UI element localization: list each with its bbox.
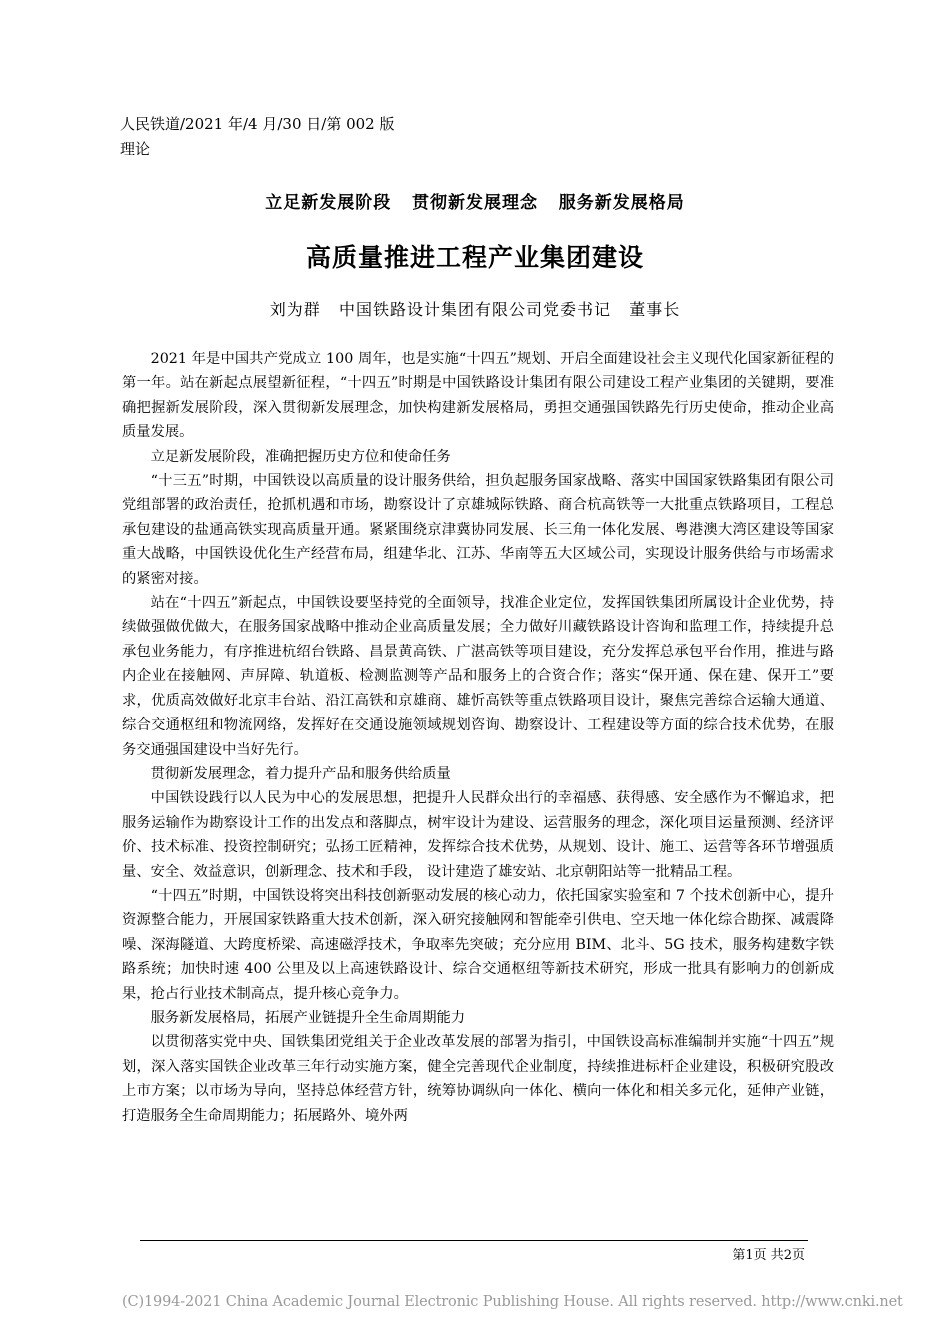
paragraph: “十三五”时期，中国铁设以高质量的设计服务供给，担负起服务国家战略、落实中国国家铁路集团有限公司党组部署的政治责任，抢抓机遇和市场，勘察设计了京雄城际铁路、商合杭高铁等一大批重点铁路项目，工程总承包建设的盐通高铁实现高质量开通。紧紧围绕京津冀协同发展、长三角一体化发展、粤港澳大湾区建设等国家重大战略，中国铁设优化生产经营布局，组建华北、江苏、华南等五大区域公司，实现设计服务供给与市场需求的紧密对接。 <box>122 473 834 587</box>
paragraph: “十四五”时期，中国铁设将突出科技创新驱动发展的核心动力，依托国家实验室和 7 个技术创新中心，提升资源整合能力，开展国家铁路重大技术创新，深入研究接触网和智能牵引供电、空天地一体化综合勘探、减震降噪、深海隧道、大跨度桥梁、高速磁浮技术，争取率先突破；充分应用 BIM、北斗、5G 技术，服务构建数字铁路系统；加快时速 400 公里及以上高速铁路设计、综合交通枢纽等新技术研究，形成一批具有影响力的创新成果，抢占行业技术制高点，提升核心竞争力。 <box>122 887 834 1002</box>
source-line: 人民铁道/2021 年/4 月/30 日/第 002 版 <box>120 115 395 133</box>
page-number: 第1页 共2页 <box>732 1248 805 1263</box>
section-heading: 立足新发展阶段，准确把握历史方位和使命任务 <box>150 448 451 465</box>
paragraph: 以贯彻落实党中央、国铁集团党组关于企业改革发展的部署为指引，中国铁设高标准编制并实施“十四五”规划，深入落实国铁企业改革三年行动实施方案，健全完善现代企业制度，持续推进标杆企业建设，积极研究股改上市方案；以市场为导向，坚持总体经营方针，统筹协调纵向一体化、横向一体化和相关多元化，延伸产业链，打造服务全生命周期能力；拓展路外、境外两 <box>122 1034 834 1124</box>
paragraph: 中国铁设践行以人民为中心的发展思想，把提升人民群众出行的幸福感、获得感、安全感作为不懈追求，把服务运输作为勘察设计工作的出发点和落脚点，树牢设计为建设、运营服务的理念，深化项目运量预测、经济评价、技术标准、投资控制研究；弘扬工匠精神，发挥综合技术优势，从规划、设计、施工、运营等各环节增强质量、安全、效益意识，创新理念、技术和手段， 设计建造了雄安站、北京朝阳站等一批精品工程。 <box>122 790 834 880</box>
section-heading: 服务新发展格局，拓展产业链提升全生命周期能力 <box>150 1009 466 1026</box>
article-body <box>122 347 834 1128</box>
article-subtitle: 立足新发展阶段 贯彻新发展理念 服务新发展格局 <box>265 193 685 213</box>
paragraph: 2021 年是中国共产党成立 100 周年，也是实施“十四五”规划、开启全面建设社会主义现代化国家新征程的第一年。站在新起点展望新征程，“十四五”时期是中国铁路设计集团有限公司建设工程产业集团的关键期，要准确把握新发展阶段，深入贯彻新发展理念，加快构建新发展格局，勇担交通强国铁路先行历史使命，推动企业高质量发展。 <box>122 351 834 441</box>
article-title: 高质量推进工程产业集团建设 <box>305 243 644 272</box>
copyright-watermark: (C)1994-2021 China Academic Journal Electronic Publishing House. All rights reserved. http://www.cnki.net <box>122 1294 903 1310</box>
article-byline: 刘为群 中国铁路设计集团有限公司党委书记 董事长 <box>269 300 681 319</box>
section-heading: 贯彻新发展理念，着力提升产品和服务供给质量 <box>150 765 451 782</box>
paragraph: 站在“十四五”新起点，中国铁设要坚持党的全面领导，找准企业定位，发挥国铁集团所属设计企业优势，持续做强做优做大，在服务国家战略中推动企业高质量发展；全力做好川藏铁路设计咨询和监理工作，持续提升总承包业务能力，有序推进杭绍台铁路、昌景黄高铁、广湛高铁等项目建设，充分发挥总承包平台作用，推进与路内企业在接触网、声屏障、轨道板、检测监测等产品和服务上的合资合作；落实“保开通、保在建、保开工”要求，优质高效做好北京丰台站、沿江高铁和京雄商、雄忻高铁等重点铁路项目设计，聚焦完善综合运输大通道、综合交通枢纽和物流网络，发挥好在交通设施领域规划咨询、勘察设计、工程建设等方面的综合技术优势，在服务交通强国建设中当好先行。 <box>122 595 834 758</box>
footer-divider <box>140 1240 808 1241</box>
column-label: 理论 <box>120 140 151 158</box>
